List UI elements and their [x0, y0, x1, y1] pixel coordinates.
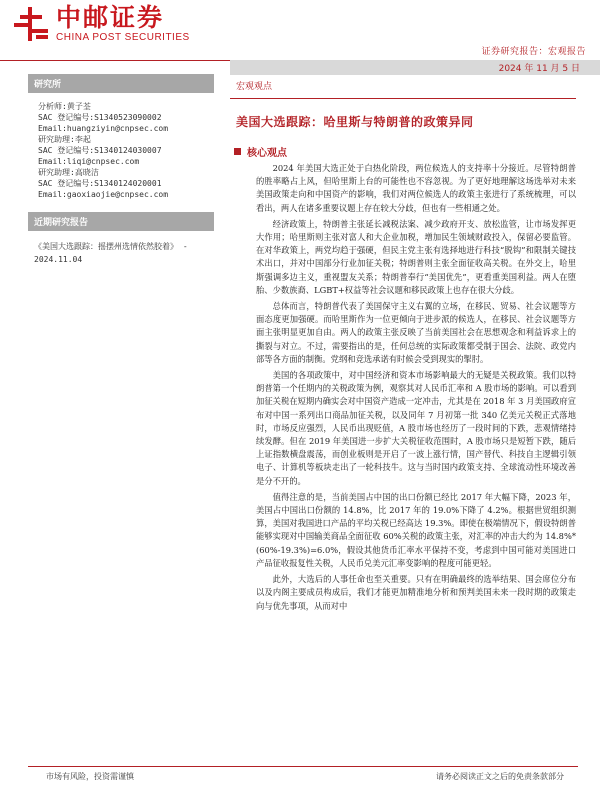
category-divider: [230, 98, 576, 99]
analyst-line: SAC 登记编号:S1340124020001: [38, 179, 162, 188]
recent-reports-title: 近期研究报告: [28, 212, 214, 231]
square-bullet-icon: [234, 148, 241, 155]
researchers-section-title: 研究所: [28, 74, 214, 93]
report-date: 2024 年 11 月 5 日: [498, 64, 580, 74]
logo-english-name: CHINA POST SECURITIES: [56, 32, 190, 43]
logo-chinese-name: 中邮证券: [56, 3, 165, 32]
body-paragraph: 2024 年美国大选正处于白热化阶段，两位候选人的支持率十分接近。尽管特朗普的胜率略占上风，但哈里斯上台的可能性也不容忽视。为了更好地理解这场选举对未来美国政策走向和中国资产的影响，我们对两位候选人的政策主张进行了系统梳理，可以看出，两人在诸多重要议题上存在较大分歧，但也有一些相通之处。: [256, 163, 576, 213]
analyst-line: SAC 登记编号:S1340523090002: [38, 113, 162, 122]
analyst-email: Email:huangziyin@cnpsec.com: [38, 124, 169, 133]
body-paragraph: 总体而言，特朗普代表了美国保守主义右翼的立场，在移民、贸易、社会议题等方面态度更加强硬。而哈里斯作为一位更倾向于进步派的候选人，在移民、社会议题等方面主张明显更加自由。两人的政策主张反映了当前美国社会在思想观念和利益诉求上的撕裂与对立。不过，需要指出的是，任何总统的实际政策都受制于国会、法院、政党内部等各方面的制衡。党纲和竞选承诺有时候会受到现实的掣肘。: [256, 301, 576, 364]
analyst-line: 分析师:黄子荃: [38, 102, 91, 111]
sidebar: [28, 74, 214, 266]
report-category: 宏观观点: [236, 82, 273, 92]
report-body: [230, 162, 576, 613]
body-paragraph: 经济政策上，特朗普主张延长减税法案、减少政府开支、放松监管，让市场发挥更大作用；哈里斯则主张对富人和大企业加税，增加民生领域财政投入，保留必要监管。在对华政策上，两党均趋于强硬，但民主党主张有选择地进行科技“脱钩”和限制关键技术出口，并对中国部分行业加征关税；特朗普则主张全面征收高关税。在外交上，哈里斯强调多边主义，重视盟友关系；特朗普奉行“美国优先”，更看重美国利益。两人在堕胎、少数族裔、LGBT+权益等社会议题和移民政策上也存在很大分歧。: [256, 218, 576, 295]
logo-mark-icon: [14, 7, 50, 41]
recent-report-link[interactable]: 《美国大选跟踪：摇摆州选情依然胶着》 - 2024.11.04: [34, 242, 188, 264]
company-logo: [14, 4, 190, 43]
report-title: 美国大选跟踪：哈里斯与特朗普的政策异同: [236, 115, 474, 129]
core-views-label: 核心观点: [247, 148, 287, 159]
analyst-email: Email:gaoxiaojie@cnpsec.com: [38, 190, 169, 199]
report-type-label: 证券研究报告：宏观报告: [481, 47, 586, 57]
date-band: [230, 60, 600, 75]
body-paragraph: 值得注意的是，当前美国占中国的出口份额已经比 2017 年大幅下降，2023 年，美国占中国出口份额的 14.8%，比 2017 年的 19.0%下降了 4.2%。根据世贸组织测算，美国对我国进口产品的平均关税已经高达 19.3%。即使在极端情况下，假设特朗普能够实现对中国输美商品全面征收 60%关税的政策主张，对汇率的冲击大约为 14.8%*(60%-19.3%)=6.0%，假设其他货币汇率水平保持不变，考虑到中国可能对美国进口产品征收报复性关税，人民币兑美元汇率变影响的程度可能更轻。: [256, 491, 576, 568]
analyst-email: Email:liqi@cnpsec.com: [38, 157, 140, 166]
body-paragraph: 美国的各项政策中，对中国经济和资本市场影响最大的无疑是关税政策。我们以特朗普第一个任期内的关税政策为例，观察其对人民币汇率和 A 股市场的影响。可以看到加征关税在短期内确实会对中国资产造成一定冲击，尤其是在 2018 年 3 月美国政府宣布对中国一系列出口商品加征关税，以及同年 7 月初第一批 340 亿美元关税正式落地时，市场反应强烈，人民币出现贬值，A 股市场也经历了一段时间的下跌，悲观情绪持续发酵。但在 2019 年美国进一步扩大关税征收范围时，A 股市场只是短暂下跌，随后上证指数横盘震荡，而创业板则是开启了一波上涨行情，国产替代、科技自主逻辑引领电子、计算机等板块走出了一轮科技牛。这与当时国内政策支持、全球流动性环境改善是分不开的。: [256, 370, 576, 486]
body-paragraph: 此外，大选后的人事任命也至关重要。只有在明确最终的选举结果、国会席位分布以及内阁主要成员构成后，我们才能更加精准地分析和预判美国未来一段时期的政策走向与优先事项，从而对中: [256, 574, 576, 611]
main-content: [230, 76, 576, 616]
analyst-line: SAC 登记编号:S1340124030007: [38, 146, 162, 155]
analyst-list: [28, 93, 214, 200]
legal-notice: 请务必阅读正文之后的免责条款部分: [436, 772, 564, 781]
report-header: [0, 0, 600, 62]
analyst-line: 研究助理:李起: [38, 135, 91, 144]
risk-disclaimer: 市场有风险，投资需谨慎: [46, 772, 134, 781]
core-views-heading: [234, 144, 570, 159]
analyst-line: 研究助理:高晓洁: [38, 168, 99, 177]
footer-divider: [28, 766, 578, 767]
